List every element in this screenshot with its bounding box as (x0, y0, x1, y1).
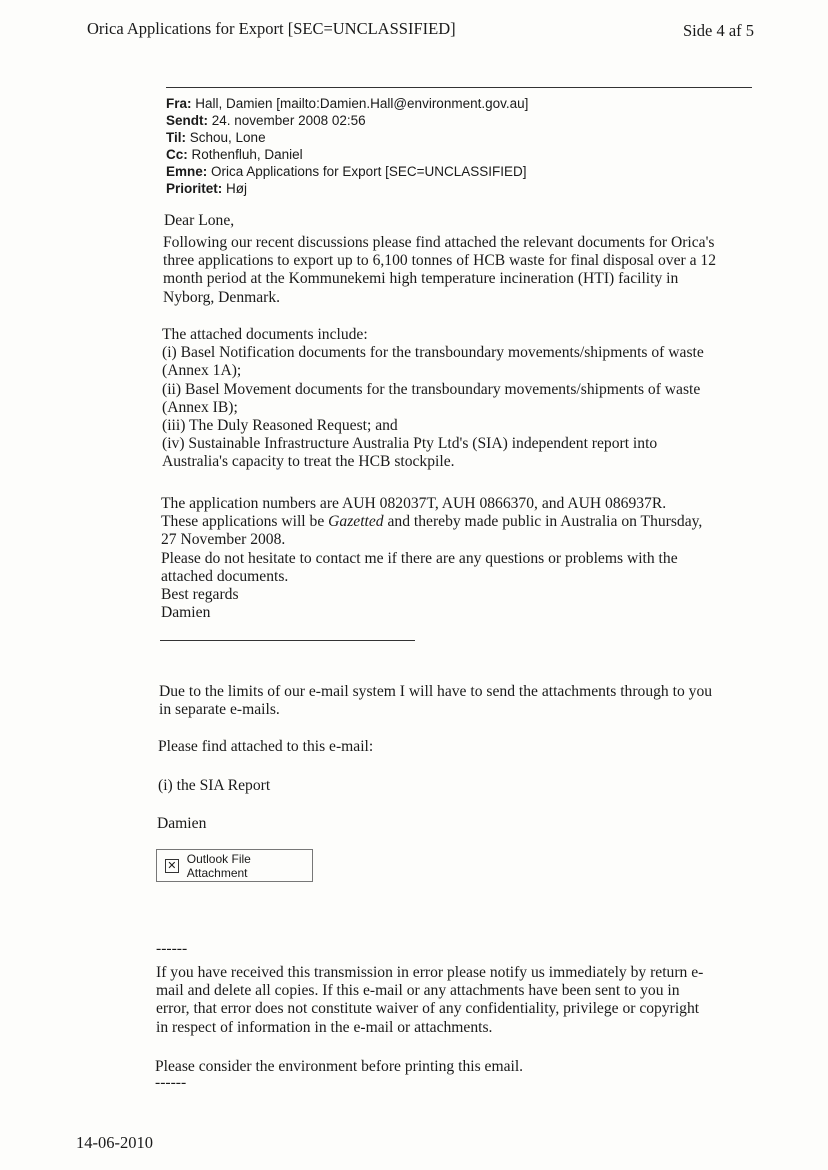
disclaimer-line: mail and delete all copies. If this e-mail or any attachments have been sent to you in (156, 982, 680, 1000)
greeting: Dear Lone, (164, 212, 235, 229)
gazette-text-after: and thereby made public in Australia on Thursday, (383, 513, 703, 531)
cc-value: Rothenfluh, Daniel (191, 147, 303, 162)
outlook-attachment[interactable] (156, 849, 313, 882)
gazette-text-before: These applications will be (161, 513, 329, 531)
limits-line: Due to the limits of our e-mail system I will have to send the attachments through to you (159, 683, 713, 700)
followup-signature: Damien (157, 815, 207, 832)
gazette-date: 27 November 2008. (161, 531, 286, 549)
intro-paragraph (163, 234, 716, 307)
from-row (166, 95, 528, 112)
sent-row (166, 112, 528, 129)
docs-line: (iii) The Duly Reasoned Request; and (162, 417, 398, 435)
contact-line: attached documents. (161, 567, 289, 585)
docs-line: Australia's capacity to treat the HCB stockpile. (162, 453, 455, 471)
contact-line: Please do not hesitate to contact me if there are any questions or problems with the (161, 549, 678, 567)
gazette-emphasis: Gazetted (328, 513, 384, 531)
intro-line: Nyborg, Denmark. (163, 288, 281, 306)
priority-label: Prioritet: (166, 181, 223, 196)
to-row (166, 129, 528, 146)
attachment-label: Outlook File Attachment (186, 851, 251, 880)
docs-line: (iv) Sustainable Infrastructure Australia Pty Ltd's (SIA) independent report into (162, 435, 658, 453)
document-title: Orica Applications for Export [SEC=UNCLASSIFIED] (87, 19, 456, 38)
application-paragraph (161, 495, 702, 622)
docs-line: (ii) Basel Movement documents for the transboundary movements/shipments of waste (162, 380, 701, 398)
subject-label: Emne: (166, 164, 208, 179)
disclaimer-dashes-top: ------ (156, 940, 188, 957)
docs-line: (i) Basel Notification documents for the transboundary movements/shipments of waste (162, 344, 704, 362)
footer-date: 14-06-2010 (76, 1133, 153, 1152)
sent-label: Sendt: (166, 113, 208, 128)
limits-paragraph (159, 683, 712, 719)
header-divider (166, 87, 752, 88)
attached-documents-list (162, 326, 704, 472)
signature: Damien (161, 604, 211, 622)
intro-line: Following our recent discussions please find attached the relevant documents for Orica's (163, 234, 715, 251)
disclaimer-line: error, that error does not constitute waiver of any confidentiality, privilege or copyright (156, 1000, 700, 1018)
limits-line: in separate e-mails. (159, 701, 280, 719)
disclaimer-paragraph (156, 964, 703, 1037)
page-number: Side 4 af 5 (683, 21, 755, 40)
email-header (166, 95, 528, 197)
priority-value: Høj (226, 181, 248, 196)
attached-intro: Please find attached to this e-mail: (158, 738, 374, 755)
priority-row (166, 180, 528, 197)
intro-line: three applications to export up to 6,100 tonnes of HCB waste for final disposal over a 12 (163, 252, 717, 270)
from-label: Fra: (166, 96, 192, 111)
disclaimer-dashes-bottom: ------ (155, 1074, 187, 1091)
closing: Best regards (161, 586, 239, 604)
application-numbers: The application numbers are AUH 082037T, AUH 0866370, and AUH 086937R. (161, 495, 667, 512)
from-value: Hall, Damien [mailto:Damien.Hall@environment.gov.au] (195, 96, 529, 111)
cc-label: Cc: (166, 147, 188, 162)
intro-line: month period at the Kommunekemi high temperature incineration (HTI) facility in (163, 270, 679, 288)
signature-divider (160, 640, 415, 641)
sent-value: 24. november 2008 02:56 (211, 113, 366, 128)
docs-line: (Annex 1A); (162, 362, 242, 380)
cc-row (166, 146, 528, 163)
gazette-line (161, 513, 702, 531)
subject-row (166, 163, 528, 180)
to-label: Til: (166, 130, 186, 145)
to-value: Schou, Lone (189, 130, 266, 145)
docs-line: (Annex IB); (162, 398, 238, 416)
subject-value: Orica Applications for Export [SEC=UNCLASSIFIED] (211, 164, 527, 179)
attached-item: (i) the SIA Report (158, 777, 271, 794)
environment-note: Please consider the environment before printing this email. (155, 1058, 524, 1075)
docs-line: The attached documents include: (162, 326, 368, 343)
disclaimer-line: If you have received this transmission in error please notify us immediately by return e- (156, 964, 704, 981)
disclaimer-line: in respect of information in the e-mail or attachments. (156, 1018, 493, 1036)
broken-image-icon: ✕ (165, 859, 179, 873)
